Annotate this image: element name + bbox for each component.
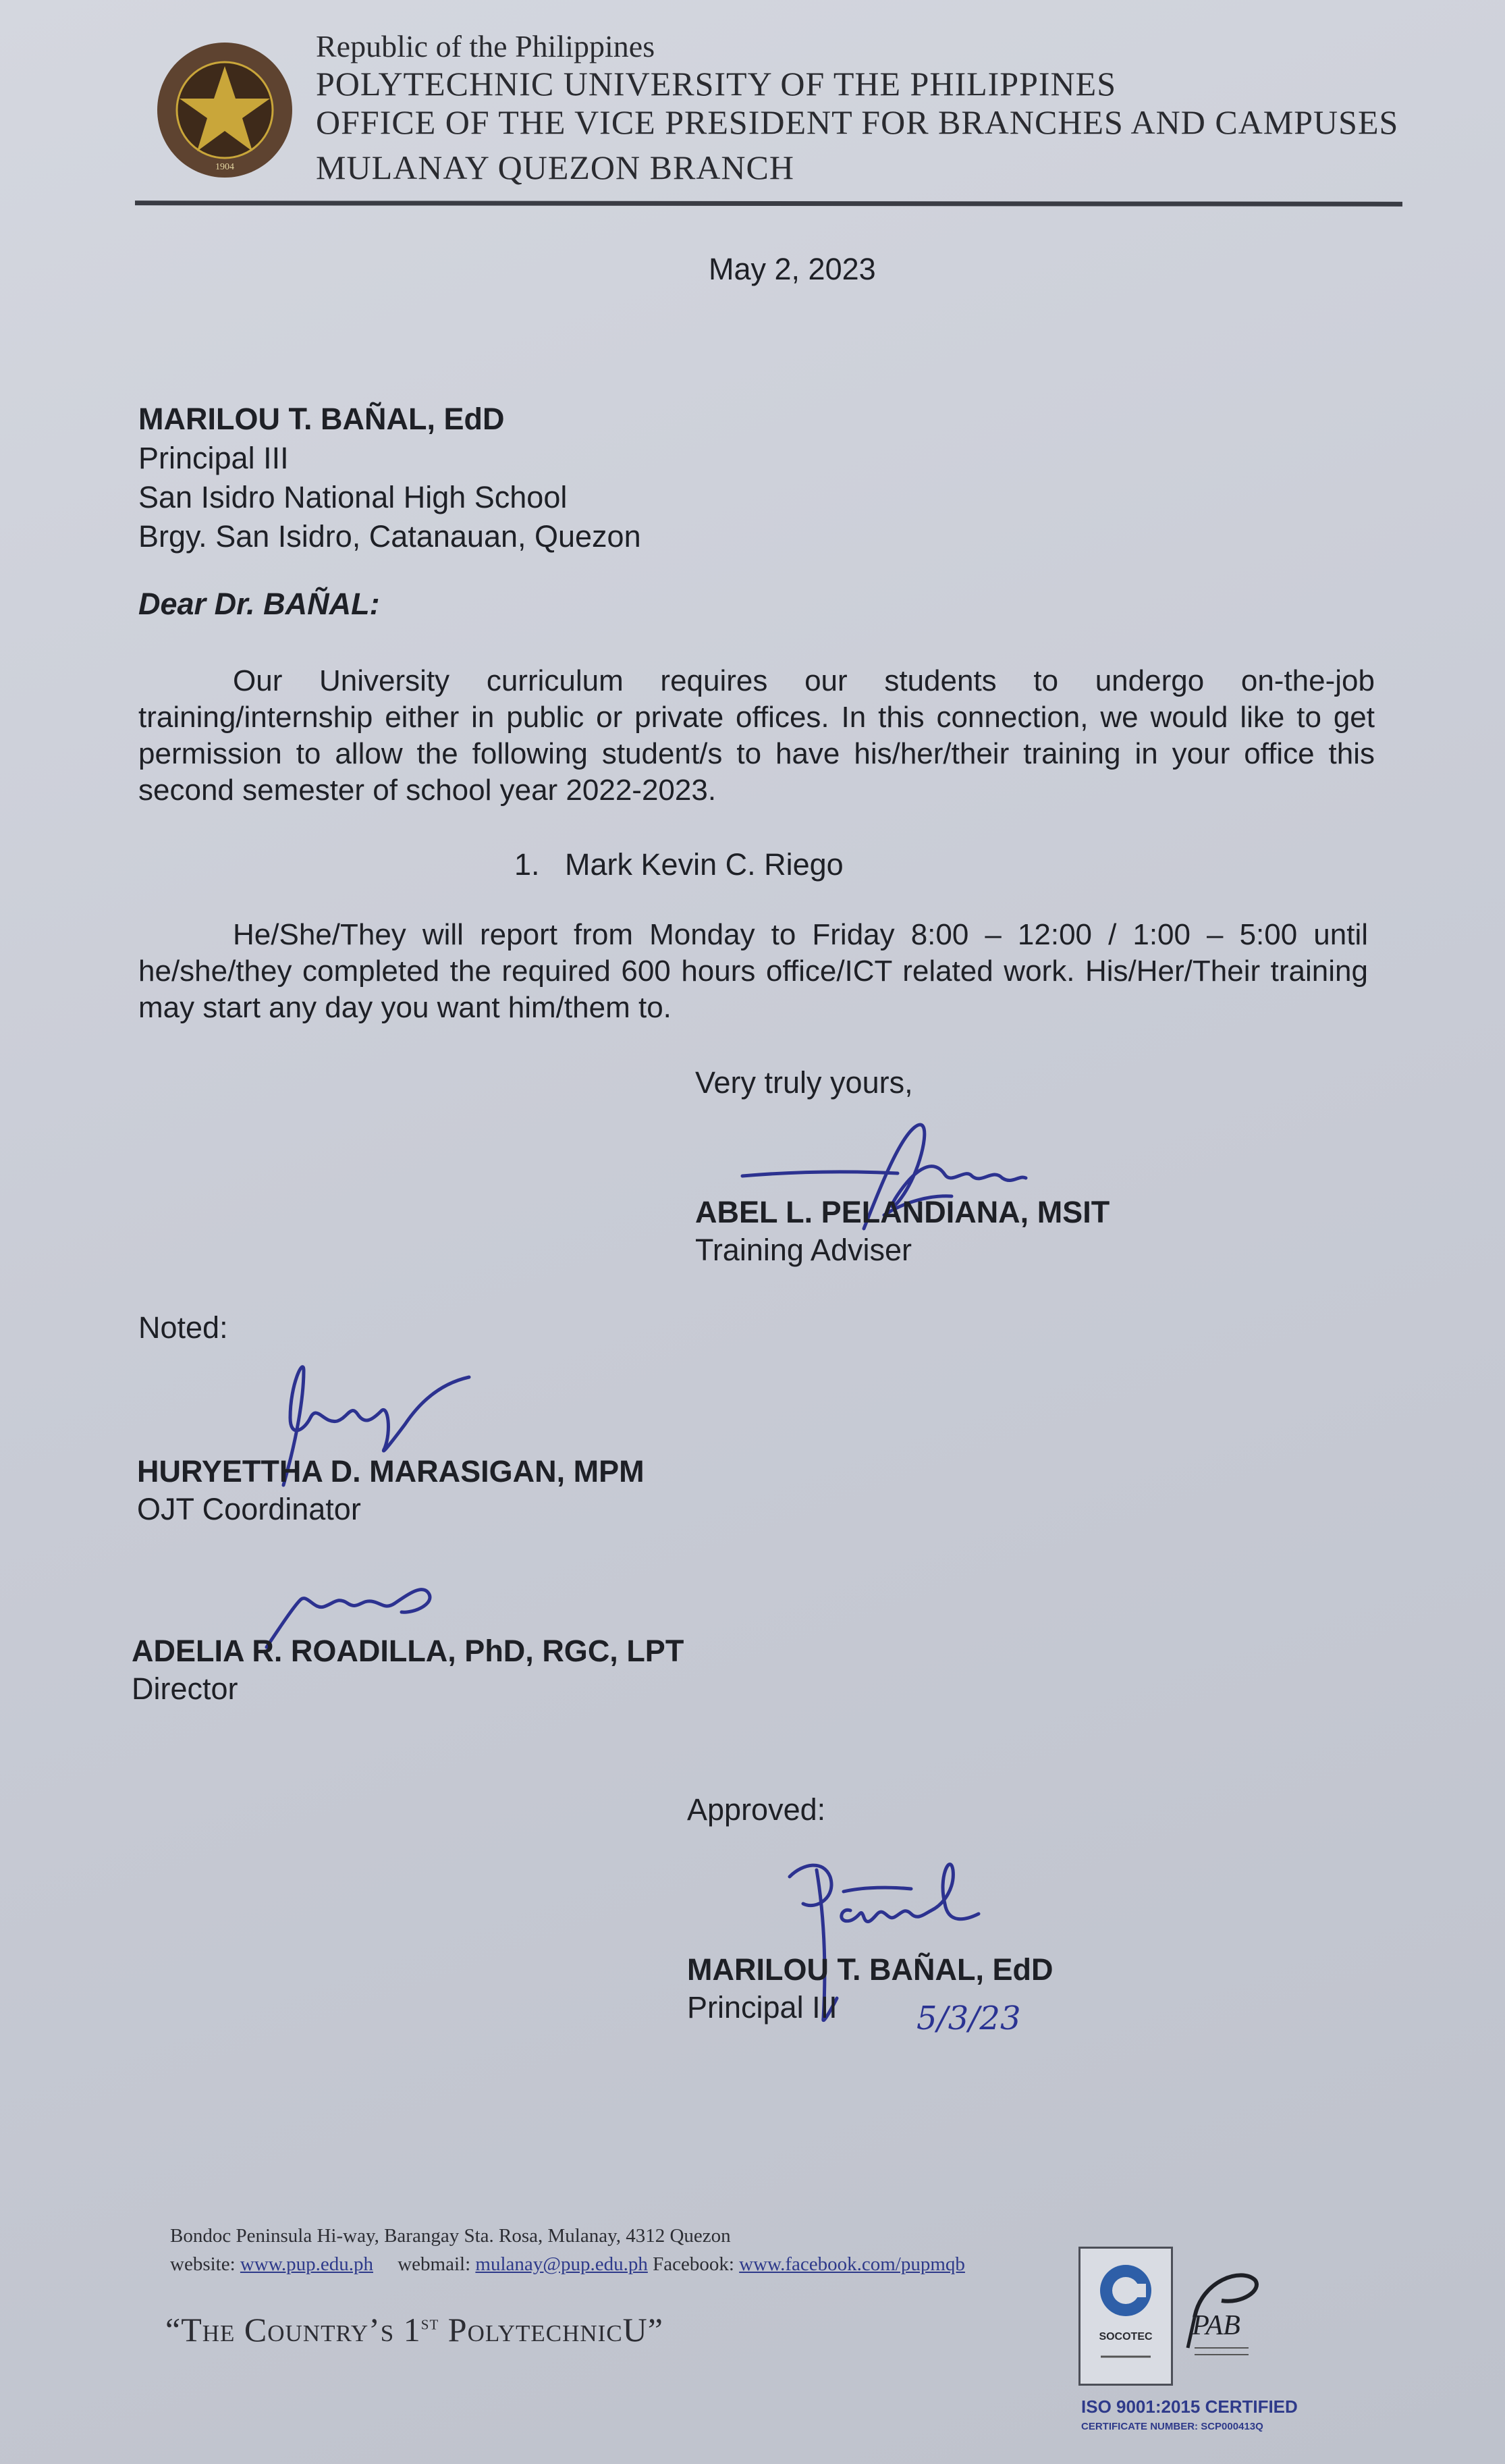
socotec-badge-icon [1080,2249,1171,2384]
footer-address: Bondoc Peninsula Hi-way, Barangay Sta. Rosa, Mulanay, 4312 Quezon [170,2225,731,2247]
adviser-name: ABEL L. PELANDIANA, MSIT [695,1195,1110,1229]
seal-year: 1904 [215,162,234,172]
adviser-title: Training Adviser [695,1233,912,1267]
letter-date: May 2, 2023 [709,252,876,286]
closing: Very truly yours, [695,1065,913,1100]
header-office: OFFICE OF THE VICE PRESIDENT FOR BRANCHES AND CAMPUSES [316,103,1399,141]
pab-logo [1174,2253,1263,2375]
student-name: Mark Kevin C. Riego [565,847,844,882]
motto-superscript: st [420,2311,439,2334]
adviser-block [695,1194,1110,1269]
director-name: ADELIA R. ROADILLA, PhD, RGC, LPT [132,1634,684,1668]
coordinator-name: HURYETTHA D. MARASIGAN, MPM [137,1454,645,1489]
handwritten-date: 5/3/23 [916,2000,1021,2037]
coordinator-title: OJT Coordinator [137,1492,361,1526]
pab-label: PAB [1192,2310,1240,2341]
university-motto [165,2310,663,2349]
certificate-number: CERTIFICATE NUMBER: SCP000413Q [1081,2421,1263,2432]
header-university: POLYTECHNIC UNIVERSITY OF THE PHILIPPINES [316,65,1117,103]
socotec-logo [1078,2247,1173,2386]
student-number: 1. [514,847,540,882]
university-seal-icon [154,39,296,181]
principal-title: Principal III [687,1990,838,2025]
header-branch: MULANAY QUEZON BRANCH [316,149,794,186]
body-paragraph-2: He/She/They will report from Monday to Friday 8:00 – 12:00 / 1:00 – 5:00 until he/she/they completed the required 600 hours office/ICT related work. His/Her/Their training may start any day you want him/them to. [138,918,1368,1024]
webmail-label: webmail: [398,2253,471,2275]
motto-text-start: “The Country’s 1 [165,2311,421,2349]
body-paragraph-1: Our University curriculum requires our students to undergo on-the-job training/internship either in public or private offices. In this connection, we would like to get permission to allow the following student/s to have his/her/their training in your office this second semester of school year 2022-2023. [138,664,1375,807]
header-republic: Republic of the Philippines [316,29,655,63]
socotec-label: SOCOTEC [1099,2331,1153,2342]
coordinator-block [137,1453,645,1528]
noted-label: Noted: [138,1310,228,1345]
website-link[interactable]: www.pup.edu.ph [240,2253,373,2275]
motto-text-end: PolytechnicU” [439,2311,663,2349]
footer-contacts [170,2253,965,2276]
recipient-school: San Isidro National High School [138,480,568,514]
salutation: Dear Dr. BAÑAL: [138,587,380,621]
iso-certified-label: ISO 9001:2015 CERTIFIED [1081,2396,1298,2417]
principal-name: MARILOU T. BAÑAL, EdD [687,1952,1054,1987]
facebook-link[interactable]: www.facebook.com/pupmqb [739,2253,965,2275]
recipient-location: Brgy. San Isidro, Catanauan, Quezon [138,519,641,554]
student-list-item [514,845,844,884]
website-label: website: [170,2253,236,2275]
recipient-address [138,400,641,556]
pab-badge-icon [1174,2253,1263,2375]
recipient-position: Principal III [138,441,289,475]
director-title: Director [132,1671,238,1706]
approved-label: Approved: [687,1792,826,1827]
webmail-link[interactable]: mulanay@pup.edu.ph [475,2253,648,2275]
recipient-name: MARILOU T. BAÑAL, EdD [138,402,505,436]
director-block [132,1632,684,1708]
facebook-label: Facebook: [653,2253,734,2275]
